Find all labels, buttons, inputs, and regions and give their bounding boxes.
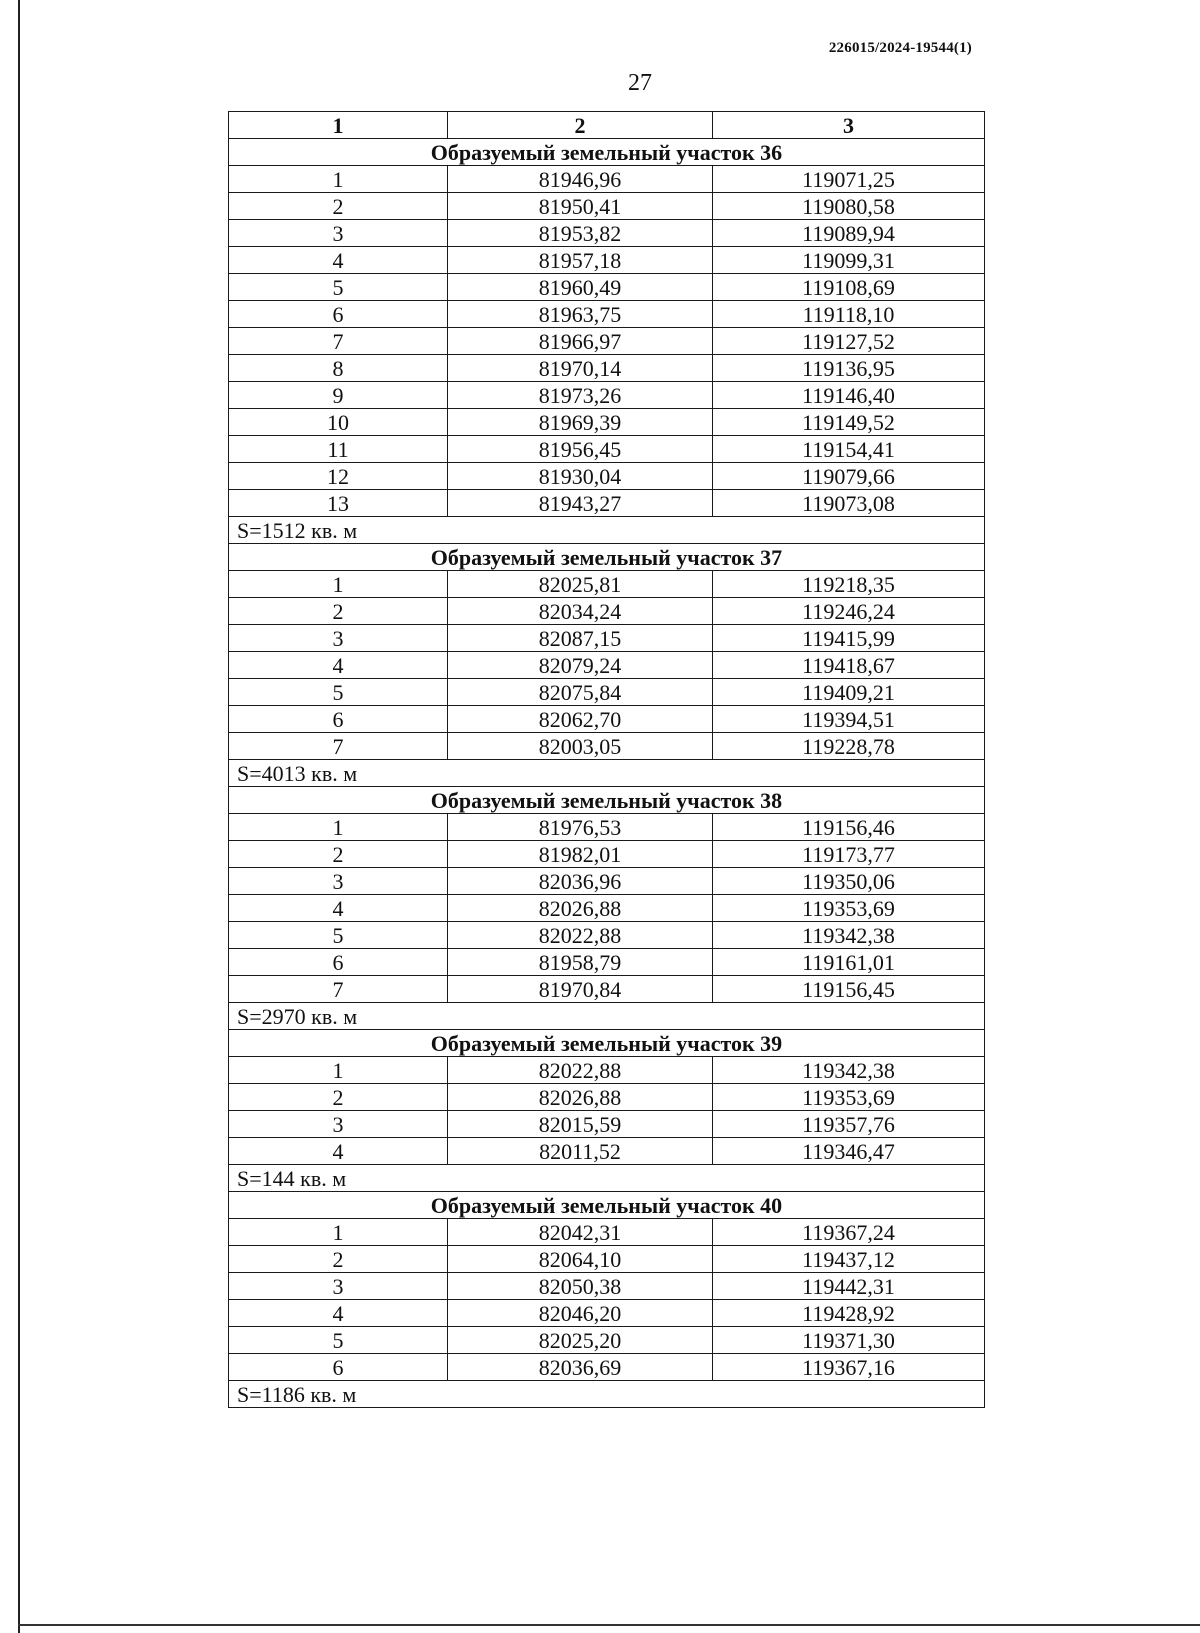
y-coordinate-cell: 119367,16 [713, 1354, 985, 1381]
y-coordinate-cell: 119136,95 [713, 355, 985, 382]
y-coordinate-cell: 119246,24 [713, 598, 985, 625]
coordinates-table-container [228, 111, 984, 1408]
y-coordinate-cell: 119437,12 [713, 1246, 985, 1273]
point-number-cell: 10 [229, 409, 448, 436]
point-number-cell: 7 [229, 733, 448, 760]
x-coordinate-cell: 82079,24 [448, 652, 713, 679]
x-coordinate-cell: 82011,52 [448, 1138, 713, 1165]
x-coordinate-cell: 81976,53 [448, 814, 713, 841]
x-coordinate-cell: 81963,75 [448, 301, 713, 328]
x-coordinate-cell: 81966,97 [448, 328, 713, 355]
table-row [229, 220, 985, 247]
table-row [229, 1111, 985, 1138]
y-coordinate-cell: 119089,94 [713, 220, 985, 247]
table-row [229, 841, 985, 868]
y-coordinate-cell: 119342,38 [713, 1057, 985, 1084]
y-coordinate-cell: 119156,46 [713, 814, 985, 841]
y-coordinate-cell: 119346,47 [713, 1138, 985, 1165]
table-row [229, 571, 985, 598]
table-row [229, 274, 985, 301]
point-number-cell: 2 [229, 841, 448, 868]
x-coordinate-cell: 82015,59 [448, 1111, 713, 1138]
table-row [229, 436, 985, 463]
table-row [229, 490, 985, 517]
point-number-cell: 3 [229, 625, 448, 652]
y-coordinate-cell: 119353,69 [713, 1084, 985, 1111]
x-coordinate-cell: 81953,82 [448, 220, 713, 247]
table-row [229, 301, 985, 328]
x-coordinate-cell: 82034,24 [448, 598, 713, 625]
y-coordinate-cell: 119146,40 [713, 382, 985, 409]
table-row [229, 1354, 985, 1381]
point-number-cell: 1 [229, 814, 448, 841]
y-coordinate-cell: 119409,21 [713, 679, 985, 706]
point-number-cell: 4 [229, 247, 448, 274]
point-number-cell: 2 [229, 1246, 448, 1273]
area-row [229, 1165, 985, 1192]
point-number-cell: 4 [229, 1138, 448, 1165]
point-number-cell: 5 [229, 1327, 448, 1354]
y-coordinate-cell: 119108,69 [713, 274, 985, 301]
table-row [229, 1219, 985, 1246]
point-number-cell: 11 [229, 436, 448, 463]
x-coordinate-cell: 81970,84 [448, 976, 713, 1003]
area-value: S=4013 кв. м [229, 760, 985, 787]
point-number-cell: 2 [229, 1084, 448, 1111]
point-number-cell: 3 [229, 220, 448, 247]
x-coordinate-cell: 81943,27 [448, 490, 713, 517]
table-row [229, 247, 985, 274]
x-coordinate-cell: 81950,41 [448, 193, 713, 220]
column-header-1: 1 [229, 112, 448, 139]
point-number-cell: 8 [229, 355, 448, 382]
x-coordinate-cell: 82087,15 [448, 625, 713, 652]
point-number-cell: 1 [229, 166, 448, 193]
table-row [229, 1057, 985, 1084]
section-title: Образуемый земельный участок 40 [229, 1192, 985, 1219]
x-coordinate-cell: 82036,96 [448, 868, 713, 895]
table-row [229, 652, 985, 679]
table-row [229, 814, 985, 841]
y-coordinate-cell: 119367,24 [713, 1219, 985, 1246]
page-bottom-edge [18, 1624, 1200, 1626]
point-number-cell: 1 [229, 571, 448, 598]
table-row [229, 1138, 985, 1165]
table-row [229, 949, 985, 976]
y-coordinate-cell: 119173,77 [713, 841, 985, 868]
y-coordinate-cell: 119415,99 [713, 625, 985, 652]
y-coordinate-cell: 119418,67 [713, 652, 985, 679]
point-number-cell: 6 [229, 949, 448, 976]
x-coordinate-cell: 82046,20 [448, 1300, 713, 1327]
section-title-row [229, 787, 985, 814]
x-coordinate-cell: 81982,01 [448, 841, 713, 868]
area-row [229, 1003, 985, 1030]
section-title-row [229, 544, 985, 571]
area-row [229, 760, 985, 787]
table-row [229, 679, 985, 706]
y-coordinate-cell: 119079,66 [713, 463, 985, 490]
x-coordinate-cell: 82025,81 [448, 571, 713, 598]
table-row [229, 1084, 985, 1111]
section-title: Образуемый земельный участок 39 [229, 1030, 985, 1057]
y-coordinate-cell: 119394,51 [713, 706, 985, 733]
table-row [229, 922, 985, 949]
x-coordinate-cell: 82050,38 [448, 1273, 713, 1300]
y-coordinate-cell: 119156,45 [713, 976, 985, 1003]
y-coordinate-cell: 119350,06 [713, 868, 985, 895]
x-coordinate-cell: 82026,88 [448, 1084, 713, 1111]
table-row [229, 1273, 985, 1300]
table-row [229, 706, 985, 733]
x-coordinate-cell: 82026,88 [448, 895, 713, 922]
area-row [229, 517, 985, 544]
point-number-cell: 6 [229, 1354, 448, 1381]
point-number-cell: 13 [229, 490, 448, 517]
table-row [229, 625, 985, 652]
coordinates-table [228, 111, 985, 1408]
y-coordinate-cell: 119080,58 [713, 193, 985, 220]
point-number-cell: 2 [229, 193, 448, 220]
x-coordinate-cell: 82025,20 [448, 1327, 713, 1354]
area-value: S=1186 кв. м [229, 1381, 985, 1408]
x-coordinate-cell: 82036,69 [448, 1354, 713, 1381]
area-value: S=144 кв. м [229, 1165, 985, 1192]
y-coordinate-cell: 119228,78 [713, 733, 985, 760]
y-coordinate-cell: 119371,30 [713, 1327, 985, 1354]
table-row [229, 1327, 985, 1354]
point-number-cell: 2 [229, 598, 448, 625]
y-coordinate-cell: 119353,69 [713, 895, 985, 922]
document-number: 226015/2024-19544(1) [828, 40, 972, 56]
point-number-cell: 12 [229, 463, 448, 490]
column-header-2: 2 [448, 112, 713, 139]
y-coordinate-cell: 119161,01 [713, 949, 985, 976]
point-number-cell: 4 [229, 1300, 448, 1327]
table-row [229, 868, 985, 895]
x-coordinate-cell: 81960,49 [448, 274, 713, 301]
table-row [229, 895, 985, 922]
point-number-cell: 5 [229, 274, 448, 301]
y-coordinate-cell: 119149,52 [713, 409, 985, 436]
table-row [229, 193, 985, 220]
point-number-cell: 5 [229, 922, 448, 949]
table-row [229, 976, 985, 1003]
y-coordinate-cell: 119357,76 [713, 1111, 985, 1138]
x-coordinate-cell: 81957,18 [448, 247, 713, 274]
table-body [229, 139, 985, 1408]
y-coordinate-cell: 119118,10 [713, 301, 985, 328]
table-row [229, 409, 985, 436]
table-header-row [229, 112, 985, 139]
area-value: S=1512 кв. м [229, 517, 985, 544]
point-number-cell: 3 [229, 1273, 448, 1300]
y-coordinate-cell: 119127,52 [713, 328, 985, 355]
point-number-cell: 4 [229, 895, 448, 922]
y-coordinate-cell: 119428,92 [713, 1300, 985, 1327]
section-title-row [229, 1192, 985, 1219]
table-row [229, 328, 985, 355]
table-row [229, 463, 985, 490]
point-number-cell: 5 [229, 679, 448, 706]
table-row [229, 382, 985, 409]
x-coordinate-cell: 81956,45 [448, 436, 713, 463]
table-row [229, 733, 985, 760]
y-coordinate-cell: 119099,31 [713, 247, 985, 274]
point-number-cell: 6 [229, 301, 448, 328]
x-coordinate-cell: 82022,88 [448, 922, 713, 949]
y-coordinate-cell: 119218,35 [713, 571, 985, 598]
x-coordinate-cell: 81969,39 [448, 409, 713, 436]
point-number-cell: 9 [229, 382, 448, 409]
x-coordinate-cell: 82042,31 [448, 1219, 713, 1246]
section-title-row [229, 1030, 985, 1057]
table-row [229, 1246, 985, 1273]
point-number-cell: 6 [229, 706, 448, 733]
page-number: 27 [628, 70, 652, 96]
point-number-cell: 7 [229, 328, 448, 355]
x-coordinate-cell: 82003,05 [448, 733, 713, 760]
x-coordinate-cell: 82022,88 [448, 1057, 713, 1084]
x-coordinate-cell: 81946,96 [448, 166, 713, 193]
x-coordinate-cell: 82064,10 [448, 1246, 713, 1273]
table-row [229, 1300, 985, 1327]
area-value: S=2970 кв. м [229, 1003, 985, 1030]
point-number-cell: 7 [229, 976, 448, 1003]
x-coordinate-cell: 81970,14 [448, 355, 713, 382]
point-number-cell: 1 [229, 1219, 448, 1246]
x-coordinate-cell: 81930,04 [448, 463, 713, 490]
x-coordinate-cell: 82075,84 [448, 679, 713, 706]
table-row [229, 355, 985, 382]
section-title: Образуемый земельный участок 38 [229, 787, 985, 814]
x-coordinate-cell: 81973,26 [448, 382, 713, 409]
table-row [229, 598, 985, 625]
point-number-cell: 4 [229, 652, 448, 679]
table-row [229, 166, 985, 193]
section-title: Образуемый земельный участок 36 [229, 139, 985, 166]
area-row [229, 1381, 985, 1408]
y-coordinate-cell: 119073,08 [713, 490, 985, 517]
y-coordinate-cell: 119442,31 [713, 1273, 985, 1300]
point-number-cell: 3 [229, 868, 448, 895]
y-coordinate-cell: 119342,38 [713, 922, 985, 949]
column-header-3: 3 [713, 112, 985, 139]
point-number-cell: 1 [229, 1057, 448, 1084]
section-title: Образуемый земельный участок 37 [229, 544, 985, 571]
x-coordinate-cell: 82062,70 [448, 706, 713, 733]
x-coordinate-cell: 81958,79 [448, 949, 713, 976]
page-left-edge [18, 0, 20, 1633]
y-coordinate-cell: 119071,25 [713, 166, 985, 193]
point-number-cell: 3 [229, 1111, 448, 1138]
section-title-row [229, 139, 985, 166]
y-coordinate-cell: 119154,41 [713, 436, 985, 463]
